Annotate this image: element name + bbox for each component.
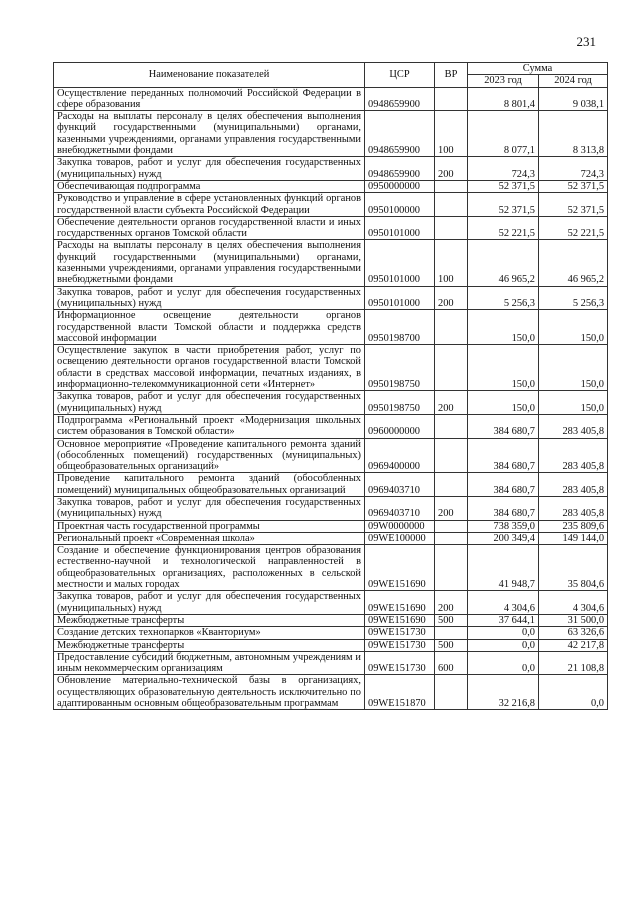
row-vr bbox=[435, 216, 468, 240]
row-sum-2024: 283 405,8 bbox=[539, 496, 608, 520]
row-name: Закупка товаров, работ и услуг для обеспечения государственных (муниципальных) нужд bbox=[54, 496, 365, 520]
table-row bbox=[54, 180, 608, 192]
row-sum-2024: 150,0 bbox=[539, 345, 608, 391]
row-sum-2024: 63 326,6 bbox=[539, 627, 608, 639]
row-code: 0950198750 bbox=[365, 391, 435, 415]
row-name: Закупка товаров, работ и услуг для обеспечения государственных (муниципальных) нужд bbox=[54, 286, 365, 310]
table-row bbox=[54, 111, 608, 157]
row-code: 0950198700 bbox=[365, 310, 435, 345]
row-sum-2023: 5 256,3 bbox=[468, 286, 539, 310]
header-vr: ВР bbox=[435, 63, 468, 88]
row-vr: 100 bbox=[435, 240, 468, 286]
row-name: Осуществление закупок в части приобретения работ, услуг по освещению деятельности органов государственной власти Томской области в средствах массовой информации, печатных изданиях, в информационно-телекоммуникационной сети «Интернет» bbox=[54, 345, 365, 391]
row-sum-2024: 283 405,8 bbox=[539, 414, 608, 438]
row-code: 0948659900 bbox=[365, 111, 435, 157]
table-header-row bbox=[54, 63, 608, 75]
table-row bbox=[54, 216, 608, 240]
row-code: 0950101000 bbox=[365, 286, 435, 310]
row-vr: 500 bbox=[435, 614, 468, 626]
row-sum-2023: 52 371,5 bbox=[468, 193, 539, 217]
row-name: Создание и обеспечение функционирования центров образования естественно-научной и технологической направленностей в общеобразовательных организациях, расположенных в сельской местности и малых городах bbox=[54, 545, 365, 591]
row-vr: 200 bbox=[435, 286, 468, 310]
row-name: Предоставление субсидий бюджетным, автономным учреждениям и иным некоммерческим организациям bbox=[54, 651, 365, 675]
row-name: Обеспечение деятельности органов государственной власти и иных государственных органов Томской области bbox=[54, 216, 365, 240]
row-sum-2024: 235 809,6 bbox=[539, 520, 608, 532]
table-row bbox=[54, 473, 608, 497]
row-name: Руководство и управление в сфере установленных функций органов государственной власти субъекта Российской Федерации bbox=[54, 193, 365, 217]
row-code: 0969400000 bbox=[365, 438, 435, 473]
row-vr bbox=[435, 345, 468, 391]
table-row bbox=[54, 193, 608, 217]
row-vr bbox=[435, 193, 468, 217]
row-vr bbox=[435, 520, 468, 532]
row-code: 0960000000 bbox=[365, 414, 435, 438]
table-row bbox=[54, 345, 608, 391]
table-row bbox=[54, 438, 608, 473]
row-code: 09WE151690 bbox=[365, 591, 435, 615]
row-code: 09WE151870 bbox=[365, 675, 435, 710]
table-row bbox=[54, 675, 608, 710]
row-name: Основное мероприятие «Проведение капитального ремонта зданий (обособленных помещений) государственных (муниципальных) общеобразовательных организаций» bbox=[54, 438, 365, 473]
row-sum-2024: 52 221,5 bbox=[539, 216, 608, 240]
row-sum-2023: 0,0 bbox=[468, 627, 539, 639]
row-sum-2024: 9 038,1 bbox=[539, 87, 608, 111]
row-vr bbox=[435, 532, 468, 544]
row-sum-2024: 0,0 bbox=[539, 675, 608, 710]
row-sum-2024: 52 371,5 bbox=[539, 193, 608, 217]
page-number: 231 bbox=[576, 34, 596, 49]
row-sum-2023: 384 680,7 bbox=[468, 414, 539, 438]
row-name: Межбюджетные трансферты bbox=[54, 639, 365, 651]
row-sum-2023: 150,0 bbox=[468, 345, 539, 391]
row-sum-2023: 0,0 bbox=[468, 639, 539, 651]
row-name: Региональный проект «Современная школа» bbox=[54, 532, 365, 544]
row-sum-2024: 46 965,2 bbox=[539, 240, 608, 286]
row-sum-2024: 8 313,8 bbox=[539, 111, 608, 157]
table-row bbox=[54, 520, 608, 532]
row-vr bbox=[435, 675, 468, 710]
row-vr: 600 bbox=[435, 651, 468, 675]
table-row bbox=[54, 591, 608, 615]
header-year-2023: 2023 год bbox=[468, 75, 539, 87]
row-sum-2024: 21 108,8 bbox=[539, 651, 608, 675]
row-code: 0950198750 bbox=[365, 345, 435, 391]
row-sum-2024: 4 304,6 bbox=[539, 591, 608, 615]
row-code: 0948659900 bbox=[365, 157, 435, 181]
row-code: 0950101000 bbox=[365, 240, 435, 286]
table-row bbox=[54, 651, 608, 675]
row-sum-2024: 31 500,0 bbox=[539, 614, 608, 626]
table-row bbox=[54, 545, 608, 591]
row-sum-2024: 42 217,8 bbox=[539, 639, 608, 651]
row-name: Закупка товаров, работ и услуг для обеспечения государственных (муниципальных) нужд bbox=[54, 157, 365, 181]
row-sum-2023: 724,3 bbox=[468, 157, 539, 181]
row-code: 0948659900 bbox=[365, 87, 435, 111]
row-vr bbox=[435, 87, 468, 111]
row-sum-2023: 8 077,1 bbox=[468, 111, 539, 157]
row-vr bbox=[435, 438, 468, 473]
header-year-2024: 2024 год bbox=[539, 75, 608, 87]
row-vr: 500 bbox=[435, 639, 468, 651]
row-name: Расходы на выплаты персоналу в целях обеспечения выполнения функций государственными (муниципальными) органами, казенными учреждениями, органами управления государственными внебюджетными фондами bbox=[54, 240, 365, 286]
row-code: 0969403710 bbox=[365, 496, 435, 520]
row-sum-2023: 384 680,7 bbox=[468, 473, 539, 497]
row-sum-2023: 32 216,8 bbox=[468, 675, 539, 710]
row-sum-2024: 5 256,3 bbox=[539, 286, 608, 310]
row-name: Информационное освещение деятельности органов государственной власти Томской области и поддержка средств массовой информации bbox=[54, 310, 365, 345]
row-vr: 200 bbox=[435, 391, 468, 415]
row-code: 0969403710 bbox=[365, 473, 435, 497]
table-row bbox=[54, 286, 608, 310]
table-row bbox=[54, 627, 608, 639]
row-code: 09WE151730 bbox=[365, 639, 435, 651]
table-row bbox=[54, 496, 608, 520]
row-sum-2024: 724,3 bbox=[539, 157, 608, 181]
table-row bbox=[54, 532, 608, 544]
row-sum-2024: 149 144,0 bbox=[539, 532, 608, 544]
row-code: 0950101000 bbox=[365, 216, 435, 240]
row-sum-2023: 150,0 bbox=[468, 391, 539, 415]
row-sum-2023: 52 371,5 bbox=[468, 180, 539, 192]
table-row bbox=[54, 87, 608, 111]
row-name: Расходы на выплаты персоналу в целях обеспечения выполнения функций государственными (муниципальными) органами, казенными учреждениями, органами управления государственными внебюджетными фондами bbox=[54, 111, 365, 157]
row-sum-2023: 150,0 bbox=[468, 310, 539, 345]
row-sum-2024: 283 405,8 bbox=[539, 473, 608, 497]
header-sum: Сумма bbox=[468, 63, 608, 75]
row-sum-2023: 41 948,7 bbox=[468, 545, 539, 591]
row-code: 0950000000 bbox=[365, 180, 435, 192]
row-sum-2023: 384 680,7 bbox=[468, 438, 539, 473]
row-sum-2023: 46 965,2 bbox=[468, 240, 539, 286]
row-name: Закупка товаров, работ и услуг для обеспечения государственных (муниципальных) нужд bbox=[54, 391, 365, 415]
row-code: 09WE151690 bbox=[365, 614, 435, 626]
row-vr bbox=[435, 414, 468, 438]
row-sum-2023: 200 349,4 bbox=[468, 532, 539, 544]
row-sum-2024: 283 405,8 bbox=[539, 438, 608, 473]
table-row bbox=[54, 414, 608, 438]
row-vr: 200 bbox=[435, 591, 468, 615]
row-vr bbox=[435, 473, 468, 497]
row-code: 09WE151730 bbox=[365, 627, 435, 639]
row-sum-2024: 52 371,5 bbox=[539, 180, 608, 192]
row-vr bbox=[435, 180, 468, 192]
row-vr: 200 bbox=[435, 157, 468, 181]
row-name: Подпрограмма «Региональный проект «Модернизация школьных систем образования в Томской области» bbox=[54, 414, 365, 438]
header-code: ЦСР bbox=[365, 63, 435, 88]
row-vr bbox=[435, 545, 468, 591]
row-name: Обеспечивающая подпрограмма bbox=[54, 180, 365, 192]
row-vr bbox=[435, 310, 468, 345]
row-code: 09WE151690 bbox=[365, 545, 435, 591]
row-name: Проектная часть государственной программы bbox=[54, 520, 365, 532]
row-sum-2023: 4 304,6 bbox=[468, 591, 539, 615]
budget-table bbox=[53, 62, 608, 710]
row-sum-2023: 0,0 bbox=[468, 651, 539, 675]
row-name: Межбюджетные трансферты bbox=[54, 614, 365, 626]
row-sum-2023: 384 680,7 bbox=[468, 496, 539, 520]
table-row bbox=[54, 639, 608, 651]
row-sum-2023: 37 644,1 bbox=[468, 614, 539, 626]
row-name: Осуществление переданных полномочий Российской Федерации в сфере образования bbox=[54, 87, 365, 111]
row-sum-2024: 35 804,6 bbox=[539, 545, 608, 591]
row-code: 09WE100000 bbox=[365, 532, 435, 544]
row-name: Проведение капитального ремонта зданий (обособленных помещений) муниципальных общеобразовательных организаций bbox=[54, 473, 365, 497]
row-code: 09WE151730 bbox=[365, 651, 435, 675]
table-row bbox=[54, 157, 608, 181]
table-row bbox=[54, 391, 608, 415]
row-code: 0950100000 bbox=[365, 193, 435, 217]
row-sum-2024: 150,0 bbox=[539, 310, 608, 345]
row-code: 09W0000000 bbox=[365, 520, 435, 532]
row-sum-2024: 150,0 bbox=[539, 391, 608, 415]
table-row bbox=[54, 240, 608, 286]
row-vr: 200 bbox=[435, 496, 468, 520]
header-name: Наименование показателей bbox=[54, 63, 365, 88]
table-body bbox=[54, 87, 608, 710]
row-name: Обновление материально-технической базы в организациях, осуществляющих образовательную деятельность исключительно по адаптированным основным общеобразовательным программам bbox=[54, 675, 365, 710]
row-vr bbox=[435, 627, 468, 639]
table-row bbox=[54, 310, 608, 345]
row-vr: 100 bbox=[435, 111, 468, 157]
row-sum-2023: 8 801,4 bbox=[468, 87, 539, 111]
table-row bbox=[54, 614, 608, 626]
row-sum-2023: 52 221,5 bbox=[468, 216, 539, 240]
row-name: Закупка товаров, работ и услуг для обеспечения государственных (муниципальных) нужд bbox=[54, 591, 365, 615]
row-sum-2023: 738 359,0 bbox=[468, 520, 539, 532]
row-name: Создание детских технопарков «Кванториум» bbox=[54, 627, 365, 639]
